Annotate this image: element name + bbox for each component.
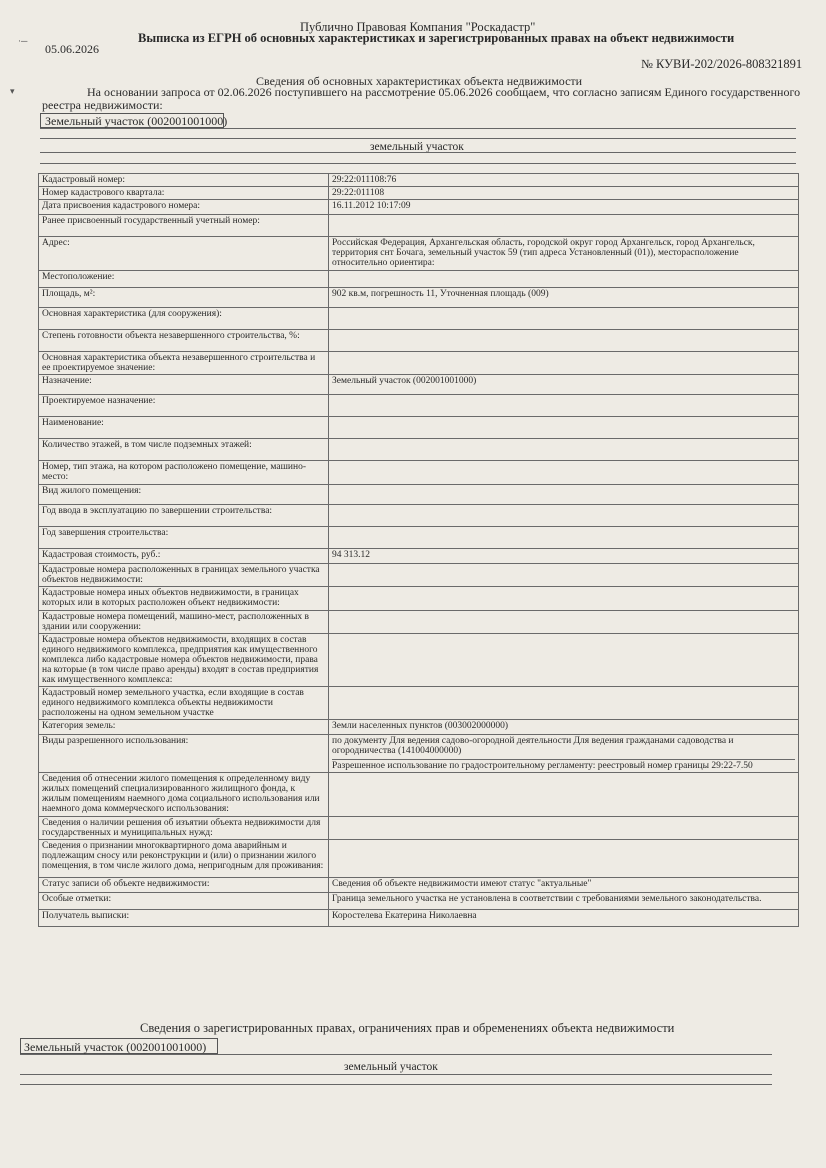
table-row [39, 271, 799, 288]
table-row [39, 352, 799, 375]
row-value [329, 375, 799, 395]
row-value [329, 687, 799, 720]
row-value [329, 174, 799, 187]
row-value [329, 485, 799, 505]
row-value [329, 187, 799, 200]
row-label: Кадастровый номер земельного участка, если входящие в состав единого недвижимого комплекса объекты недвижимости расположены на одном земельном участке [39, 687, 329, 720]
row-label: Виды разрешенного использования: [39, 735, 329, 773]
table-row [39, 549, 799, 564]
row-value [329, 587, 799, 611]
row-label: Получатель выписки: [39, 910, 329, 927]
table-row [39, 773, 799, 817]
table-row [39, 910, 799, 927]
rights-subheading: земельный участок [344, 1061, 438, 1073]
table-row [39, 417, 799, 439]
row-label: Дата присвоения кадастрового номера: [39, 200, 329, 215]
row-value [329, 910, 799, 927]
row-value-text: по документу Для ведения садово-огородной деятельности Для ведения гражданами садоводства и огородничества (141004000000) [332, 736, 734, 756]
row-label: Кадастровые номера расположенных в границах земельного участка объектов недвижимости: [39, 564, 329, 587]
row-label: Кадастровые номера помещений, машино-мест, расположенных в здании или сооружении: [39, 611, 329, 634]
row-value [329, 878, 799, 893]
table-row [39, 288, 799, 308]
row-label: Кадастровые номера объектов недвижимости, входящих в состав единого недвижимого комплекса, предприятия как имущественного комплекса либо кадастровые номера объектов недвижимости, права на которые (в том числе право аренды) входят в состав предприятия как имущественного комплекса: [39, 634, 329, 687]
row-value [329, 611, 799, 634]
document-title: Выписка из ЕГРН об основных характеристиках и зарегистрированных правах на объект недвижимости [138, 31, 735, 45]
row-value-text: Сведения об объекте недвижимости имеют статус "актуальные" [332, 879, 592, 889]
row-value-text: 29:22:011108 [332, 188, 385, 198]
document-date: 05.06.2026 [45, 42, 99, 56]
row-value [329, 330, 799, 352]
row-label: Ранее присвоенный государственный учетный номер: [39, 215, 329, 237]
intro-paragraph: На основании запроса от 02.06.2026 поступившего на рассмотрение 05.06.2026 сообщаем, что согласно записям Единого государственного реестра недвижимости: [42, 85, 801, 112]
row-value [329, 505, 799, 527]
row-value [329, 527, 799, 549]
table-row [39, 735, 799, 773]
row-label: Проектируемое назначение: [39, 395, 329, 417]
table-row [39, 237, 799, 271]
row-label: Номер кадастрового квартала: [39, 187, 329, 200]
row-value-text: 16.11.2012 10:17:09 [332, 201, 411, 211]
row-value-text: 902 кв.м, погрешность 11, Уточненная площадь (009) [332, 289, 549, 299]
row-value [329, 352, 799, 375]
row-value [329, 735, 799, 773]
table-row [39, 840, 799, 878]
row-value [329, 308, 799, 330]
row-value [329, 549, 799, 564]
divider [40, 152, 796, 153]
row-label: Статус записи об объекте недвижимости: [39, 878, 329, 893]
characteristics-table [38, 173, 799, 927]
row-label: Год ввода в эксплуатацию по завершении строительства: [39, 505, 329, 527]
row-value [329, 395, 799, 417]
table-row [39, 174, 799, 187]
scan-mark: ·─ [18, 36, 28, 46]
row-label: Площадь, м²: [39, 288, 329, 308]
table-row [39, 375, 799, 395]
row-value [329, 417, 799, 439]
row-value-text-secondary: Разрешенное использование по градостроительному регламенту: реестровый номер границы 29:22-7.50 [332, 759, 795, 771]
table-row [39, 527, 799, 549]
table-row [39, 687, 799, 720]
row-value [329, 271, 799, 288]
row-value [329, 840, 799, 878]
table-row [39, 395, 799, 417]
row-value-text: Земли населенных пунктов (003002000000) [332, 721, 509, 731]
divider [40, 128, 796, 129]
row-label: Основная характеристика объекта незавершенного строительства и ее проектируемое значение: [39, 352, 329, 375]
row-label: Наименование: [39, 417, 329, 439]
row-label: Номер, тип этажа, на котором расположено помещение, машино-место: [39, 461, 329, 485]
divider [20, 1084, 772, 1085]
row-value-text: Граница земельного участка не установлена в соответствии с требованиями земельного законодательства. [332, 894, 762, 904]
table-row [39, 330, 799, 352]
row-value [329, 215, 799, 237]
table-row [39, 817, 799, 840]
table-row [39, 200, 799, 215]
table-row [39, 611, 799, 634]
row-value [329, 893, 799, 910]
row-label: Кадастровые номера иных объектов недвижимости, в границах которых или в которых расположен объект недвижимости: [39, 587, 329, 611]
row-label: Сведения о наличии решения об изъятии объекта недвижимости для государственных и муниципальных нужд: [39, 817, 329, 840]
row-label: Категория земель: [39, 720, 329, 735]
row-value-text: Земельный участок (002001001000) [332, 376, 477, 386]
row-value [329, 817, 799, 840]
row-label: Основная характеристика (для сооружения): [39, 308, 329, 330]
row-label: Сведения об отнесении жилого помещения к определенному виду жилых помещений специализированного жилищного фонда, к жилым помещениям наемного дома социального использования или наемного дома коммерческого использования: [39, 773, 329, 817]
row-value [329, 634, 799, 687]
section-subtitle: Сведения об основных характеристиках объекта недвижимости [256, 74, 583, 88]
row-label: Кадастровый номер: [39, 174, 329, 187]
table-row [39, 461, 799, 485]
row-label: Вид жилого помещения: [39, 485, 329, 505]
table-row [39, 215, 799, 237]
row-value-text: 94 313.12 [332, 550, 370, 560]
row-label: Особые отметки: [39, 893, 329, 910]
row-value [329, 564, 799, 587]
row-label: Количество этажей, в том числе подземных этажей: [39, 439, 329, 461]
table-row [39, 564, 799, 587]
row-label: Назначение: [39, 375, 329, 395]
row-value [329, 461, 799, 485]
table-row [39, 308, 799, 330]
row-value [329, 773, 799, 817]
rights-section-title: Сведения о зарегистрированных правах, ограничениях прав и обременениях объекта недвижимости [140, 1021, 675, 1035]
row-value [329, 200, 799, 215]
scan-mark: ▾ [10, 86, 15, 96]
row-label: Сведения о признании многоквартирного дома аварийным и подлежащим сносу или реконструкции и (или) о признании жилого помещения, в том числе жилого дома, непригодным для проживания: [39, 840, 329, 878]
row-label: Местоположение: [39, 271, 329, 288]
table-row [39, 505, 799, 527]
table-row [39, 587, 799, 611]
row-label: Степень готовности объекта незавершенного строительства, %: [39, 330, 329, 352]
row-label: Кадастровая стоимость, руб.: [39, 549, 329, 564]
row-value [329, 237, 799, 271]
document-number: № КУВИ-202/2026-808321891 [641, 57, 803, 71]
object-subheading: земельный участок [370, 141, 464, 153]
table-row [39, 439, 799, 461]
object-type-box: Земельный участок (002001001000) [40, 113, 224, 128]
organization-name: Публично Правовая Компания "Роскадастр" [300, 20, 536, 34]
row-value-text: Российская Федерация, Архангельская область, городской округ город Архангельск, город Архангельск, территория снт Бочага, земельный участок 59 (тип адреса Установленный (01)), месторасположение относительно ориентира: [332, 238, 755, 268]
row-value [329, 288, 799, 308]
row-value [329, 720, 799, 735]
row-value-text: 29:22:011108:76 [332, 175, 397, 185]
row-value [329, 439, 799, 461]
row-label: Адрес: [39, 237, 329, 271]
divider [20, 1074, 772, 1075]
table-row [39, 893, 799, 910]
row-label: Год завершения строительства: [39, 527, 329, 549]
table-row [39, 485, 799, 505]
divider [20, 1054, 772, 1055]
table-row [39, 634, 799, 687]
rights-object-box: Земельный участок (002001001000) [20, 1038, 218, 1054]
divider [40, 138, 796, 139]
table-row [39, 187, 799, 200]
row-value-text: Коростелева Екатерина Николаевна [332, 911, 477, 921]
table-row [39, 720, 799, 735]
divider [40, 163, 796, 164]
table-row [39, 878, 799, 893]
